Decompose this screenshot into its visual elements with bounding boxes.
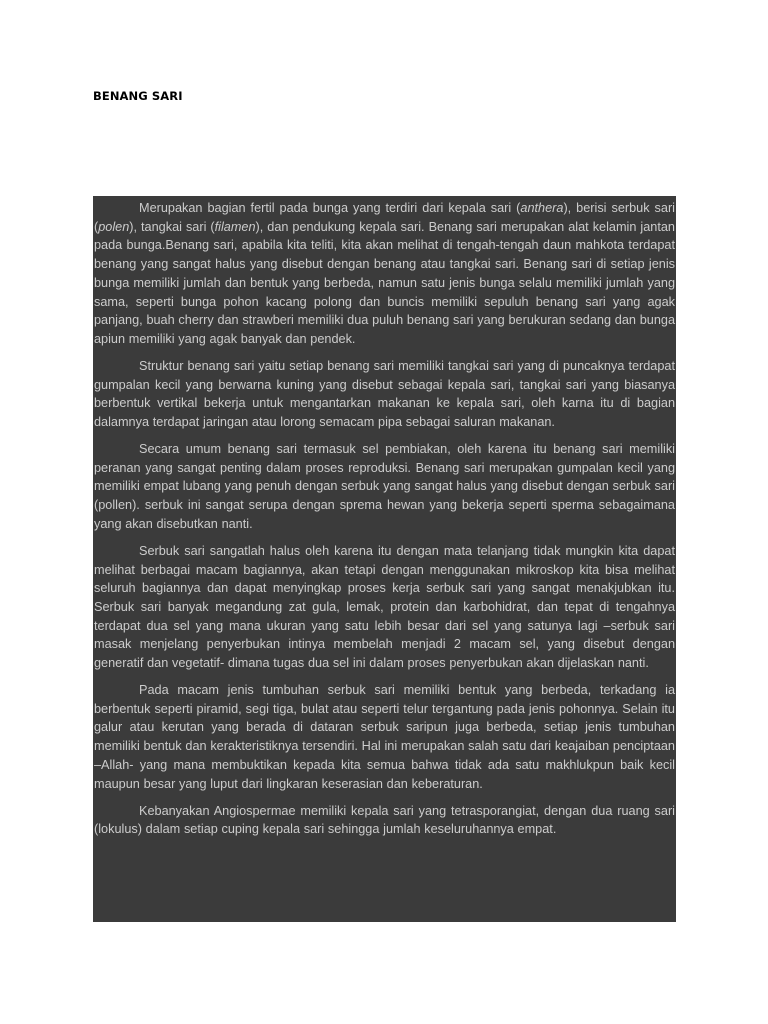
paragraph-text: ), tangkai sari ( [129, 219, 215, 234]
paragraph-text: Merupakan bagian fertil pada bunga yang terdiri dari kepala sari ( [139, 201, 521, 215]
paragraph-text: ), berisi serbuk sari ( [94, 201, 675, 234]
text-block [93, 196, 676, 922]
document-title: BENANG SARI [93, 89, 183, 103]
paragraph-angiosperm-anthers: Kebanyakan Angiospermae memiliki kepala sari yang tetrasporangiat, dengan dua ruang sari (lokulus) dalam setiap cuping kepala sari sehingga jumlah keseluruhannya empat. [94, 803, 675, 837]
paragraph-pollen-shapes: Pada macam jenis tumbuhan serbuk sari memiliki bentuk yang berbeda, terkadang ia berbentuk seperti piramid, segi tiga, bulat atau seperti telur tergantung pada jenis pohonnya. Selain itu galur atau kerutan yang berada di dataran serbuk saripun juga berbeda, setiap jenis tumbuhan memiliki bentuk dan kerakteristiknya tersendiri. Hal ini merupakan salah satu dari keajaiban penciptaan –Allah- yang mana membuktikan kepada kita semua bahwa tidak ada satu makhlukpun baik kecil maupun besar yang luput dari lingkaran keserasian dan keberaturan. [94, 683, 675, 791]
paragraph-stamen-definition [94, 199, 675, 349]
paragraph-pollen-microscope: Serbuk sari sangatlah halus oleh karena itu dengan mata telanjang tidak mungkin kita dapat melihat berbagai macam bagiannya, akan tetapi dengan menggunakan mikroskop kita bisa melihat seluruh bagiannya dan dapat menyingkap proses kerja serbuk sari yang sangat menakjubkan itu. Serbuk sari banyak megandung zat gula, lemak, protein dan karbohidrat, dan tepat di tengahnya terdapat dua sel yang mana ukuran yang satu lebih besar dari sel yang satunya lagi –serbuk sari masak menjelang penyerbukan intinya membelah menjadi 2 macam sel, yang disebut dengan generatif dan vegetatif- dimana tugas dua sel ini dalam proses penyerbukan akan dijelaskan nanti. [94, 543, 675, 671]
italic-term-filamen: filamen [214, 219, 256, 234]
paragraph-text: ), dan pendukung kepala sari. Benang sari merupakan alat kelamin jantan pada bunga.Benang sari, apabila kita teliti, kita akan melihat di tengah-tengah daun mahkota terdapat benang yang sangat halus yang disebut dengan benang atau tangkai sari. Benang sari di setiap jenis bunga memiliki jumlah dan bentuk yang berbeda, namun satu jenis bunga selalu memiliki jumlah yang sama, seperti bunga pohon kacang polong dan buncis memiliki sepuluh benang sari yang agak panjang, buah cherry dan strawberi memiliki dua puluh benang sari yang berukuran sedang dan bunga apiun memiliki yang agak banyak dan pendek. [94, 219, 675, 346]
italic-term-anthera: anthera [520, 201, 564, 215]
italic-term-polen: polen [98, 219, 130, 234]
paragraph-reproduction-role: Secara umum benang sari termasuk sel pembiakan, oleh karena itu benang sari memiliki peranan yang sangat penting dalam proses reproduksi. Benang sari merupakan gumpalan kecil yang memiliki empat lubang yang penuh dengan serbuk yang sangat halus yang disebut dengan serbuk sari (pollen). serbuk ini sangat serupa dengan sprema hewan yang bekerja seperti sperma sebagaimana yang akan disebutkan nanti. [94, 442, 675, 531]
paragraph-stamen-structure: Struktur benang sari yaitu setiap benang sari memiliki tangkai sari yang di puncaknya terdapat gumpalan kecil yang berwarna kuning yang disebut sebagai kepala sari, tangkai sari yang biasanya berbentuk vertikal bekerja untuk mengantarkan makanan ke kepala sari, oleh karna itu di bagian dalamnya terdapat jaringan atau lorong semacam pipa sebagai saluran makanan. [94, 358, 675, 430]
